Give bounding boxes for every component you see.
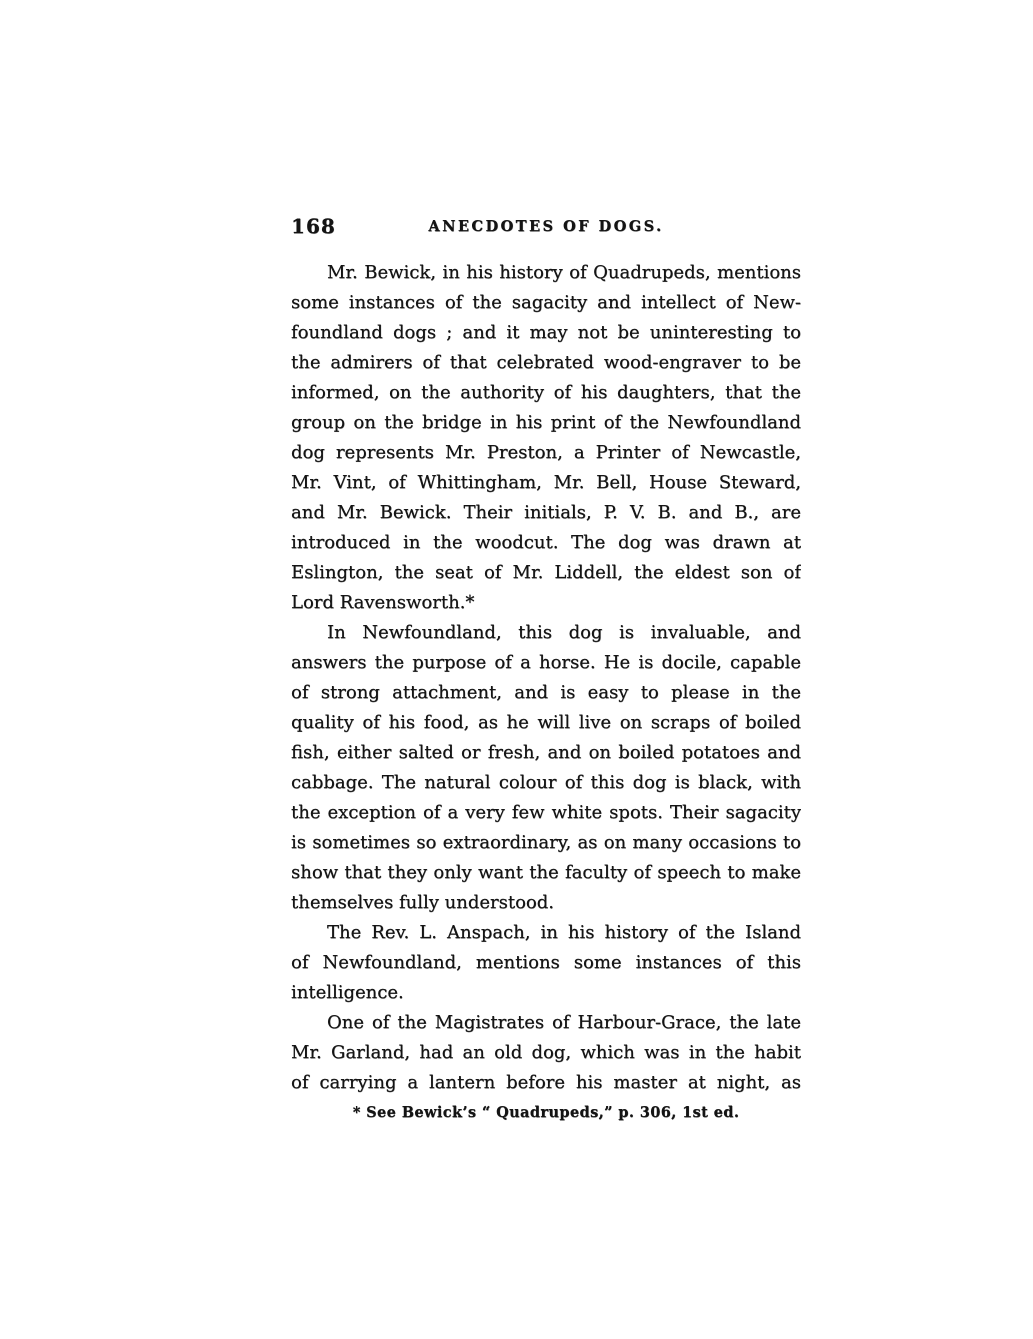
text-line: the exception of a very few white spots. Their sagacity [291, 802, 801, 823]
text-line: and Mr. Bewick. Their initials, P. V. B. and B., are [291, 502, 801, 523]
text-line: the admirers of that celebrated wood-engraver to be [291, 352, 801, 373]
text-line: Mr. Bewick, in his history of Quadrupeds, mentions [327, 262, 801, 283]
text-line: of carrying a lantern before his master at night, as [291, 1072, 801, 1093]
text-line: of Newfoundland, mentions some instances of this [291, 952, 801, 973]
text-line: intelligence. [291, 982, 404, 1003]
footnote: * See Bewick’s “ Quadrupeds,” p. 306, 1st ed. [352, 1104, 740, 1121]
page-number: 168 [291, 214, 336, 238]
page-header [291, 214, 801, 240]
text-line: informed, on the authority of his daughters, that the [291, 382, 801, 403]
text-line: show that they only want the faculty of speech to make [291, 862, 801, 883]
text-line: dog represents Mr. Preston, a Printer of Newcastle, [291, 442, 801, 463]
running-title: ANECDOTES OF DOGS. [428, 218, 664, 235]
text-line: themselves fully understood. [291, 892, 554, 913]
page-body [291, 258, 801, 1098]
text-block [291, 214, 801, 1124]
text-line: introduced in the woodcut. The dog was drawn at [291, 532, 801, 553]
text-line: In Newfoundland, this dog is invaluable, and [327, 622, 801, 643]
text-line: fish, either salted or fresh, and on boiled potatoes and [291, 742, 801, 763]
text-line: of strong attachment, and is easy to please in the [291, 682, 801, 703]
text-line: One of the Magistrates of Harbour-Grace, the late [327, 1012, 801, 1033]
text-line: The Rev. L. Anspach, in his history of the Island [327, 922, 801, 943]
text-line: is sometimes so extraordinary, as on many occasions to [291, 832, 801, 853]
text-line: cabbage. The natural colour of this dog is black, with [291, 772, 801, 793]
text-line: some instances of the sagacity and intellect of New- [291, 292, 801, 313]
text-line: group on the bridge in his print of the Newfoundland [291, 412, 801, 433]
text-line: quality of his food, as he will live on scraps of boiled [291, 712, 801, 733]
text-line: answers the purpose of a horse. He is docile, capable [291, 652, 801, 673]
text-line: foundland dogs ; and it may not be uninteresting to [291, 322, 801, 343]
text-line: Lord Ravensworth.* [291, 592, 475, 613]
text-line: Mr. Garland, had an old dog, which was in the habit [291, 1042, 801, 1063]
text-line: Eslington, the seat of Mr. Liddell, the eldest son of [291, 562, 801, 583]
text-line: Mr. Vint, of Whittingham, Mr. Bell, House Steward, [291, 472, 801, 493]
